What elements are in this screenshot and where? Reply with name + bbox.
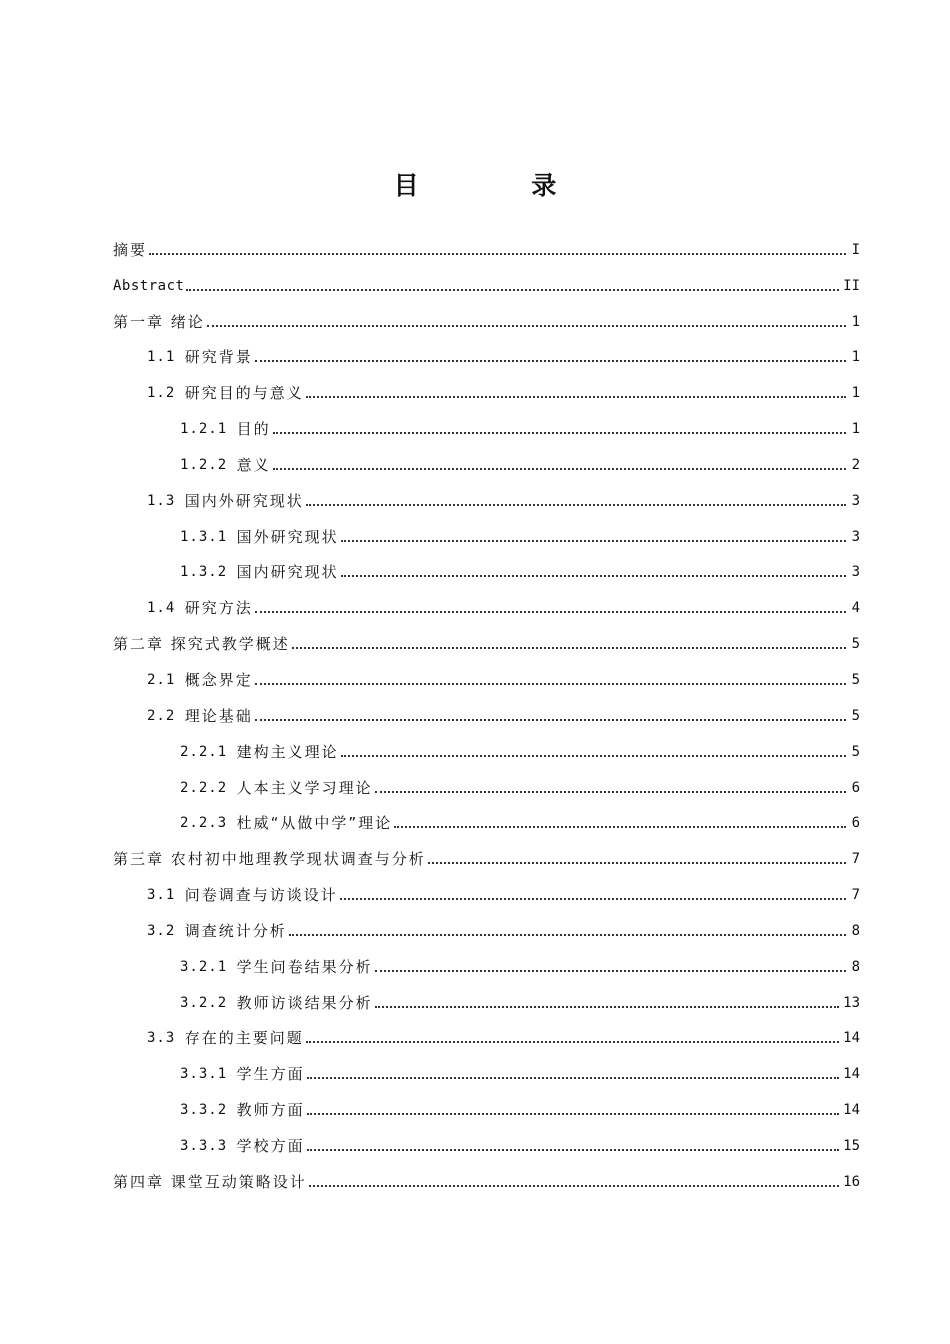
toc-leader-dots (207, 325, 846, 327)
toc-leader-dots (255, 719, 846, 721)
toc-leader-dots (307, 1077, 840, 1079)
toc-entry[interactable] (113, 336, 860, 372)
page-title: 目 录 (393, 171, 609, 200)
toc-entry-page: 2 (851, 456, 860, 473)
toc-entry[interactable] (113, 551, 860, 587)
toc-leader-dots (292, 647, 846, 649)
toc-entry-label: 第二章 探究式教学概述 (113, 635, 290, 654)
toc-entry-label: 意义 (236, 455, 271, 474)
toc-entry-label: 研究目的与意义 (184, 384, 304, 403)
toc-entry-label: 国内外研究现状 (184, 491, 304, 510)
toc-entry-number: 2.2 (147, 707, 185, 724)
toc-leader-dots (149, 253, 846, 255)
toc-entry-number: 3.3.3 (180, 1137, 237, 1154)
toc-entry-number: 2.2.3 (180, 815, 237, 832)
toc-entry[interactable] (113, 1017, 860, 1053)
toc-entry-label: 目的 (236, 420, 271, 439)
toc-entry-page: 6 (851, 815, 860, 832)
toc-entry-number: 3.2.2 (180, 994, 237, 1011)
toc-entry-page: 16 (843, 1173, 860, 1190)
toc-leader-dots (273, 468, 846, 470)
toc-entry-page: 5 (851, 671, 860, 688)
toc-entry-page: 14 (843, 1030, 860, 1047)
toc-entry-page: 5 (851, 707, 860, 724)
toc-entry-label: 研究方法 (184, 599, 253, 618)
toc-entry-page: 13 (843, 994, 860, 1011)
toc-entry[interactable] (113, 1160, 860, 1196)
toc-leader-dots (375, 791, 846, 793)
toc-entry[interactable] (113, 515, 860, 551)
toc-entry-label: 研究背景 (184, 348, 253, 367)
toc-entry[interactable] (113, 909, 860, 945)
toc-leader-dots (307, 1113, 840, 1115)
toc-entry[interactable] (113, 586, 860, 622)
toc-entry-number: 1.3.2 (180, 564, 237, 581)
toc-entry-number: 1.2.2 (180, 456, 237, 473)
toc-entry-number: 2.1 (147, 671, 185, 688)
toc-entry-label: 概念界定 (184, 670, 253, 689)
toc-entry[interactable] (113, 658, 860, 694)
toc-leader-dots (341, 575, 846, 577)
toc-entry-label: 国外研究现状 (236, 527, 339, 546)
toc-entry-label: 第三章 农村初中地理教学现状调查与分析 (113, 850, 426, 869)
toc-entry-number: 1.2.1 (180, 421, 237, 438)
toc-leader-dots (306, 1041, 839, 1043)
toc-entry-number: 3.1 (147, 887, 185, 904)
toc-leader-dots (307, 1149, 840, 1151)
toc-entry-page: 7 (851, 851, 860, 868)
toc-entry-page: 14 (843, 1102, 860, 1119)
toc-leader-dots (341, 755, 846, 757)
toc-entry-label: 调查统计分析 (184, 921, 287, 940)
toc-entry-page: 5 (851, 743, 860, 760)
toc-entry-number: 3.2.1 (180, 958, 237, 975)
toc-leader-dots (340, 898, 846, 900)
toc-entry[interactable] (113, 694, 860, 730)
toc-leader-dots (273, 432, 846, 434)
toc-entry-page: 6 (851, 779, 860, 796)
toc-entry[interactable] (113, 407, 860, 443)
toc-leader-dots (306, 396, 846, 398)
toc-entry-label: 教师方面 (236, 1101, 305, 1120)
toc-entry[interactable] (113, 300, 860, 336)
toc-leader-dots (375, 970, 846, 972)
toc-entry-number: 3.2 (147, 922, 185, 939)
toc-entry-number: 1.3 (147, 492, 185, 509)
toc-entry[interactable] (113, 443, 860, 479)
toc-entry-page: 8 (851, 958, 860, 975)
toc-entry-label: Abstract (113, 277, 185, 294)
toc-entry-label: 杜威“从做中学”理论 (236, 814, 393, 833)
toc-leader-dots (255, 683, 846, 685)
toc-entry[interactable] (113, 264, 860, 300)
toc-leader-dots (309, 1185, 839, 1187)
toc-entry[interactable] (113, 873, 860, 909)
toc-entry-page: 3 (851, 564, 860, 581)
toc-entry[interactable] (113, 228, 860, 264)
toc-entry-page: 5 (851, 636, 860, 653)
toc-entry-number: 1.4 (147, 600, 185, 617)
toc-entry-page: 1 (851, 421, 860, 438)
toc-leader-dots (255, 360, 846, 362)
toc-entry-page: 3 (851, 528, 860, 545)
toc-entry-label: 国内研究现状 (236, 563, 339, 582)
toc-entry-label: 学校方面 (236, 1136, 305, 1155)
toc-entry-page: 4 (851, 600, 860, 617)
toc-entry[interactable] (113, 371, 860, 407)
toc-leader-dots (375, 1006, 840, 1008)
toc-entry-page: 14 (843, 1066, 860, 1083)
toc-entry-page: 8 (851, 922, 860, 939)
table-of-contents (113, 228, 860, 1196)
toc-entry-label: 问卷调查与访谈设计 (184, 886, 338, 905)
toc-entry-page: 15 (843, 1137, 860, 1154)
toc-entry-label: 人本主义学习理论 (236, 778, 373, 797)
toc-entry[interactable] (113, 766, 860, 802)
toc-entry-label: 教师访谈结果分析 (236, 993, 373, 1012)
toc-entry-page: 1 (851, 313, 860, 330)
toc-entry-page: II (843, 277, 860, 294)
toc-leader-dots (394, 826, 846, 828)
toc-entry-label: 学生问卷结果分析 (236, 957, 373, 976)
toc-entry-page: 1 (851, 385, 860, 402)
toc-entry-page: 1 (851, 349, 860, 366)
toc-entry-number: 3.3 (147, 1030, 185, 1047)
toc-entry[interactable] (113, 945, 860, 981)
toc-entry-label: 第一章 绪论 (113, 312, 205, 331)
toc-entry-label: 建构主义理论 (236, 742, 339, 761)
toc-leader-dots (255, 611, 846, 613)
toc-leader-dots (428, 862, 846, 864)
toc-entry-label: 摘要 (113, 240, 148, 259)
toc-entry[interactable] (113, 981, 860, 1017)
toc-entry-label: 第四章 课堂互动策略设计 (113, 1172, 307, 1191)
toc-entry-number: 2.2.2 (180, 779, 237, 796)
toc-leader-dots (306, 504, 846, 506)
toc-entry-number: 3.3.1 (180, 1066, 237, 1083)
toc-entry-page: 3 (851, 492, 860, 509)
toc-entry[interactable] (113, 622, 860, 658)
toc-entry-number: 1.3.1 (180, 528, 237, 545)
toc-entry-label: 学生方面 (236, 1065, 305, 1084)
toc-entry[interactable] (113, 1124, 860, 1160)
toc-leader-dots (289, 934, 846, 936)
toc-entry-page: I (851, 241, 860, 258)
toc-entry[interactable] (113, 837, 860, 873)
toc-leader-dots (186, 289, 839, 291)
toc-entry-page: 7 (851, 887, 860, 904)
toc-entry-number: 1.2 (147, 385, 185, 402)
toc-entry[interactable] (113, 802, 860, 838)
toc-leader-dots (341, 540, 846, 542)
toc-entry-label: 理论基础 (184, 706, 253, 725)
toc-entry[interactable] (113, 479, 860, 515)
toc-entry[interactable] (113, 1052, 860, 1088)
toc-entry-number: 3.3.2 (180, 1102, 237, 1119)
toc-entry-label: 存在的主要问题 (184, 1029, 304, 1048)
toc-entry-number: 2.2.1 (180, 743, 237, 760)
toc-entry[interactable] (113, 1088, 860, 1124)
toc-entry-number: 1.1 (147, 349, 185, 366)
toc-entry[interactable] (113, 730, 860, 766)
